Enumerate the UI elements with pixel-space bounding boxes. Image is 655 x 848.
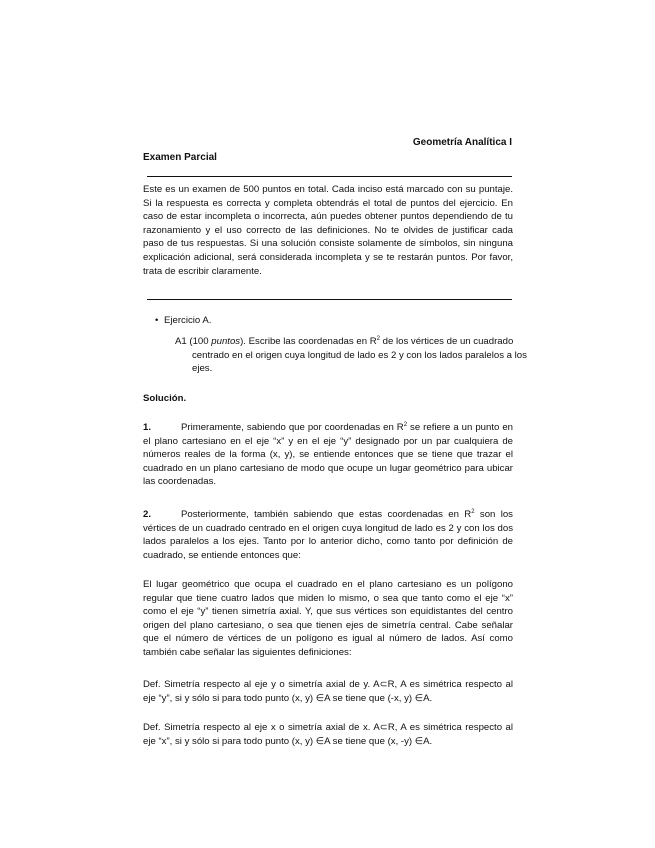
step-2-text-b: son los vértices de un cuadrado centrado en el origen cuya longitud de lado es 2 y con los dos lados paralelos a los ejes. Tanto por lo anterior dicho, como tanto por definición de cuadrado, se entiende entonces que: xyxy=(143,509,513,561)
bottom-divider xyxy=(147,299,512,300)
step-2-number: 2. xyxy=(143,509,152,520)
item-label: A1 (100 xyxy=(175,336,212,347)
step-1-number: 1. xyxy=(143,422,152,433)
solution-step-2 xyxy=(143,508,513,562)
step-2-text-a: Posteriormente, también sabiendo que estas coordenadas en R xyxy=(181,509,472,520)
item-close: ). xyxy=(240,336,246,347)
step-1-superscript: 2 xyxy=(403,421,408,428)
solution-step-1 xyxy=(143,421,513,489)
definition-y-symmetry: Def. Simetría respecto al eje y o simetría axial de y. A⊂R, A es simétrica respecto al eje “y”, si y sólo si para todo punto (x, y) ∈A se tiene que (-x, y) ∈A. xyxy=(143,679,513,704)
course-title: Geometría Analítica I xyxy=(412,137,512,148)
item-text-b: de los vértices de un cuadrado centrado en el origen cuya longitud de lado es 2 y con los lados paralelos a los ejes. xyxy=(192,336,527,375)
instructions-paragraph: Este es un examen de 500 puntos en total. Cada inciso está marcado con su puntaje. Si la respuesta es correcta y completa obtendrás el total de puntos del ejercicio. En caso de estar incompleta o incorrecta, aún puedes obtener puntos dependiendo de tu razonamiento y el uso correcto de las definiciones. No te olvides de justificar cada paso de tus respuestas. Si una solución consiste solamente de símbolos, sin ninguna explicación adicional, será considerada incompleta y se te restarán puntos. Por favor, trata de escribir claramente. xyxy=(143,184,513,277)
definition-x-symmetry: Def. Simetría respecto al eje x o simetría axial de x. A⊂R, A es simétrica respecto al eje “x”, si y sólo si para todo punto (x, y) ∈A se tiene que (x, -y) ∈A. xyxy=(143,722,513,747)
exercise-title: Ejercicio A. xyxy=(164,315,212,326)
step-1-text-a: Primeramente, sabiendo que por coordenadas en R xyxy=(181,422,404,433)
step-2-superscript: 2 xyxy=(471,508,475,515)
exam-type: Examen Parcial xyxy=(143,152,217,163)
item-superscript: 2 xyxy=(376,335,380,342)
solution-heading: Solución. xyxy=(143,393,187,404)
item-points: puntos xyxy=(211,336,241,347)
bullet-icon: • xyxy=(155,315,159,326)
symmetry-paragraph: El lugar geométrico que ocupa el cuadrado en el plano cartesiano es un polígono regular que tiene cuatro lados que miden lo mismo, o sea que tanto como el eje “x” como el eje “y” tienen simetría axial. Y, que sus vértices son equidistantes del centro origen del plano cartesiano, o sea que tienen ejes de simetría central. Cabe señalar que el número de vértices de un polígono es igual al número de lados. Así como también cabe señalar las siguientes definiciones: xyxy=(143,579,513,658)
exercise-heading xyxy=(155,314,211,328)
top-divider xyxy=(147,176,512,177)
exercise-item xyxy=(175,335,530,376)
item-text-a: Escribe las coordenadas en R xyxy=(245,336,377,347)
step-1-text-b: se refiere a un punto en el plano cartesiano en el eje “x” y en el eje “y” designado por un par cualquiera de números reales de la forma (x, y), se entiende entonces que se tiene que trazar el cuadrado en un plano cartesiano de modo que ocupe un lugar geométrico para ubicar las coordenadas. xyxy=(143,422,513,488)
